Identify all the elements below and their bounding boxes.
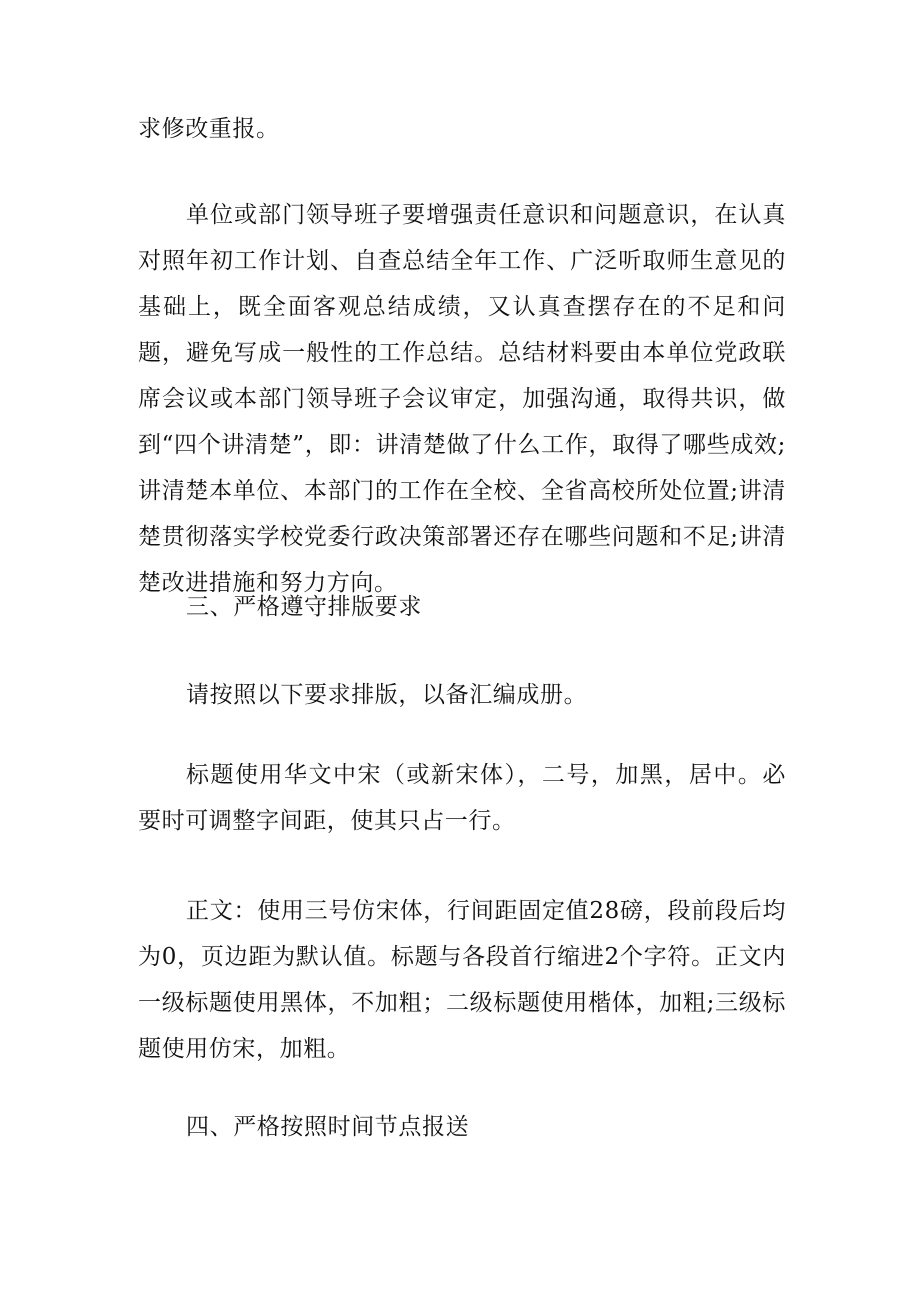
paragraph-leadership-requirements: 单位或部门领导班子要增强责任意识和问题意识，在认真对照年初工作计划、自查总结全年工作、广泛听取师生意见的基础上，既全面客观总结成绩，又认真查摆存在的不足和问题，避免写成一般性的工作总结。总结材料要由本单位党政联席会议或本部门领导班子会议审定，加强沟通，取得共识，做到“四个讲清楚”，即：讲清楚做了什么工作，取得了哪些成效;讲清楚本单位、本部门的工作在全校、全省高校所处位置;讲清楚贯彻落实学校党委行政决策部署还存在哪些问题和不足;讲清楚改进措施和努力方向。 xyxy=(138,202,786,596)
paragraph-body-format: 正文：使用三号仿宋体，行间距固定值28磅，段前段后均为0，页边距为默认值。标题与各段首行缩进2个字符。正文内一级标题使用黑体，不加粗；二级标题使用楷体，加粗;三级标题使用仿宋，加粗。 xyxy=(138,898,786,1062)
paragraph-title-format: 标题使用华文中宋（或新宋体），二号，加黑，居中。必要时可调整字间距，使其只占一行。 xyxy=(138,762,786,834)
section-heading-4: 四、严格按照时间节点报送 xyxy=(186,1114,470,1140)
paragraph-layout-intro: 请按照以下要求排版，以备汇编成册。 xyxy=(186,682,588,708)
section-heading-3: 三、严格遵守排版要求 xyxy=(186,594,422,620)
paragraph-continuation: 求修改重报。 xyxy=(138,116,280,142)
